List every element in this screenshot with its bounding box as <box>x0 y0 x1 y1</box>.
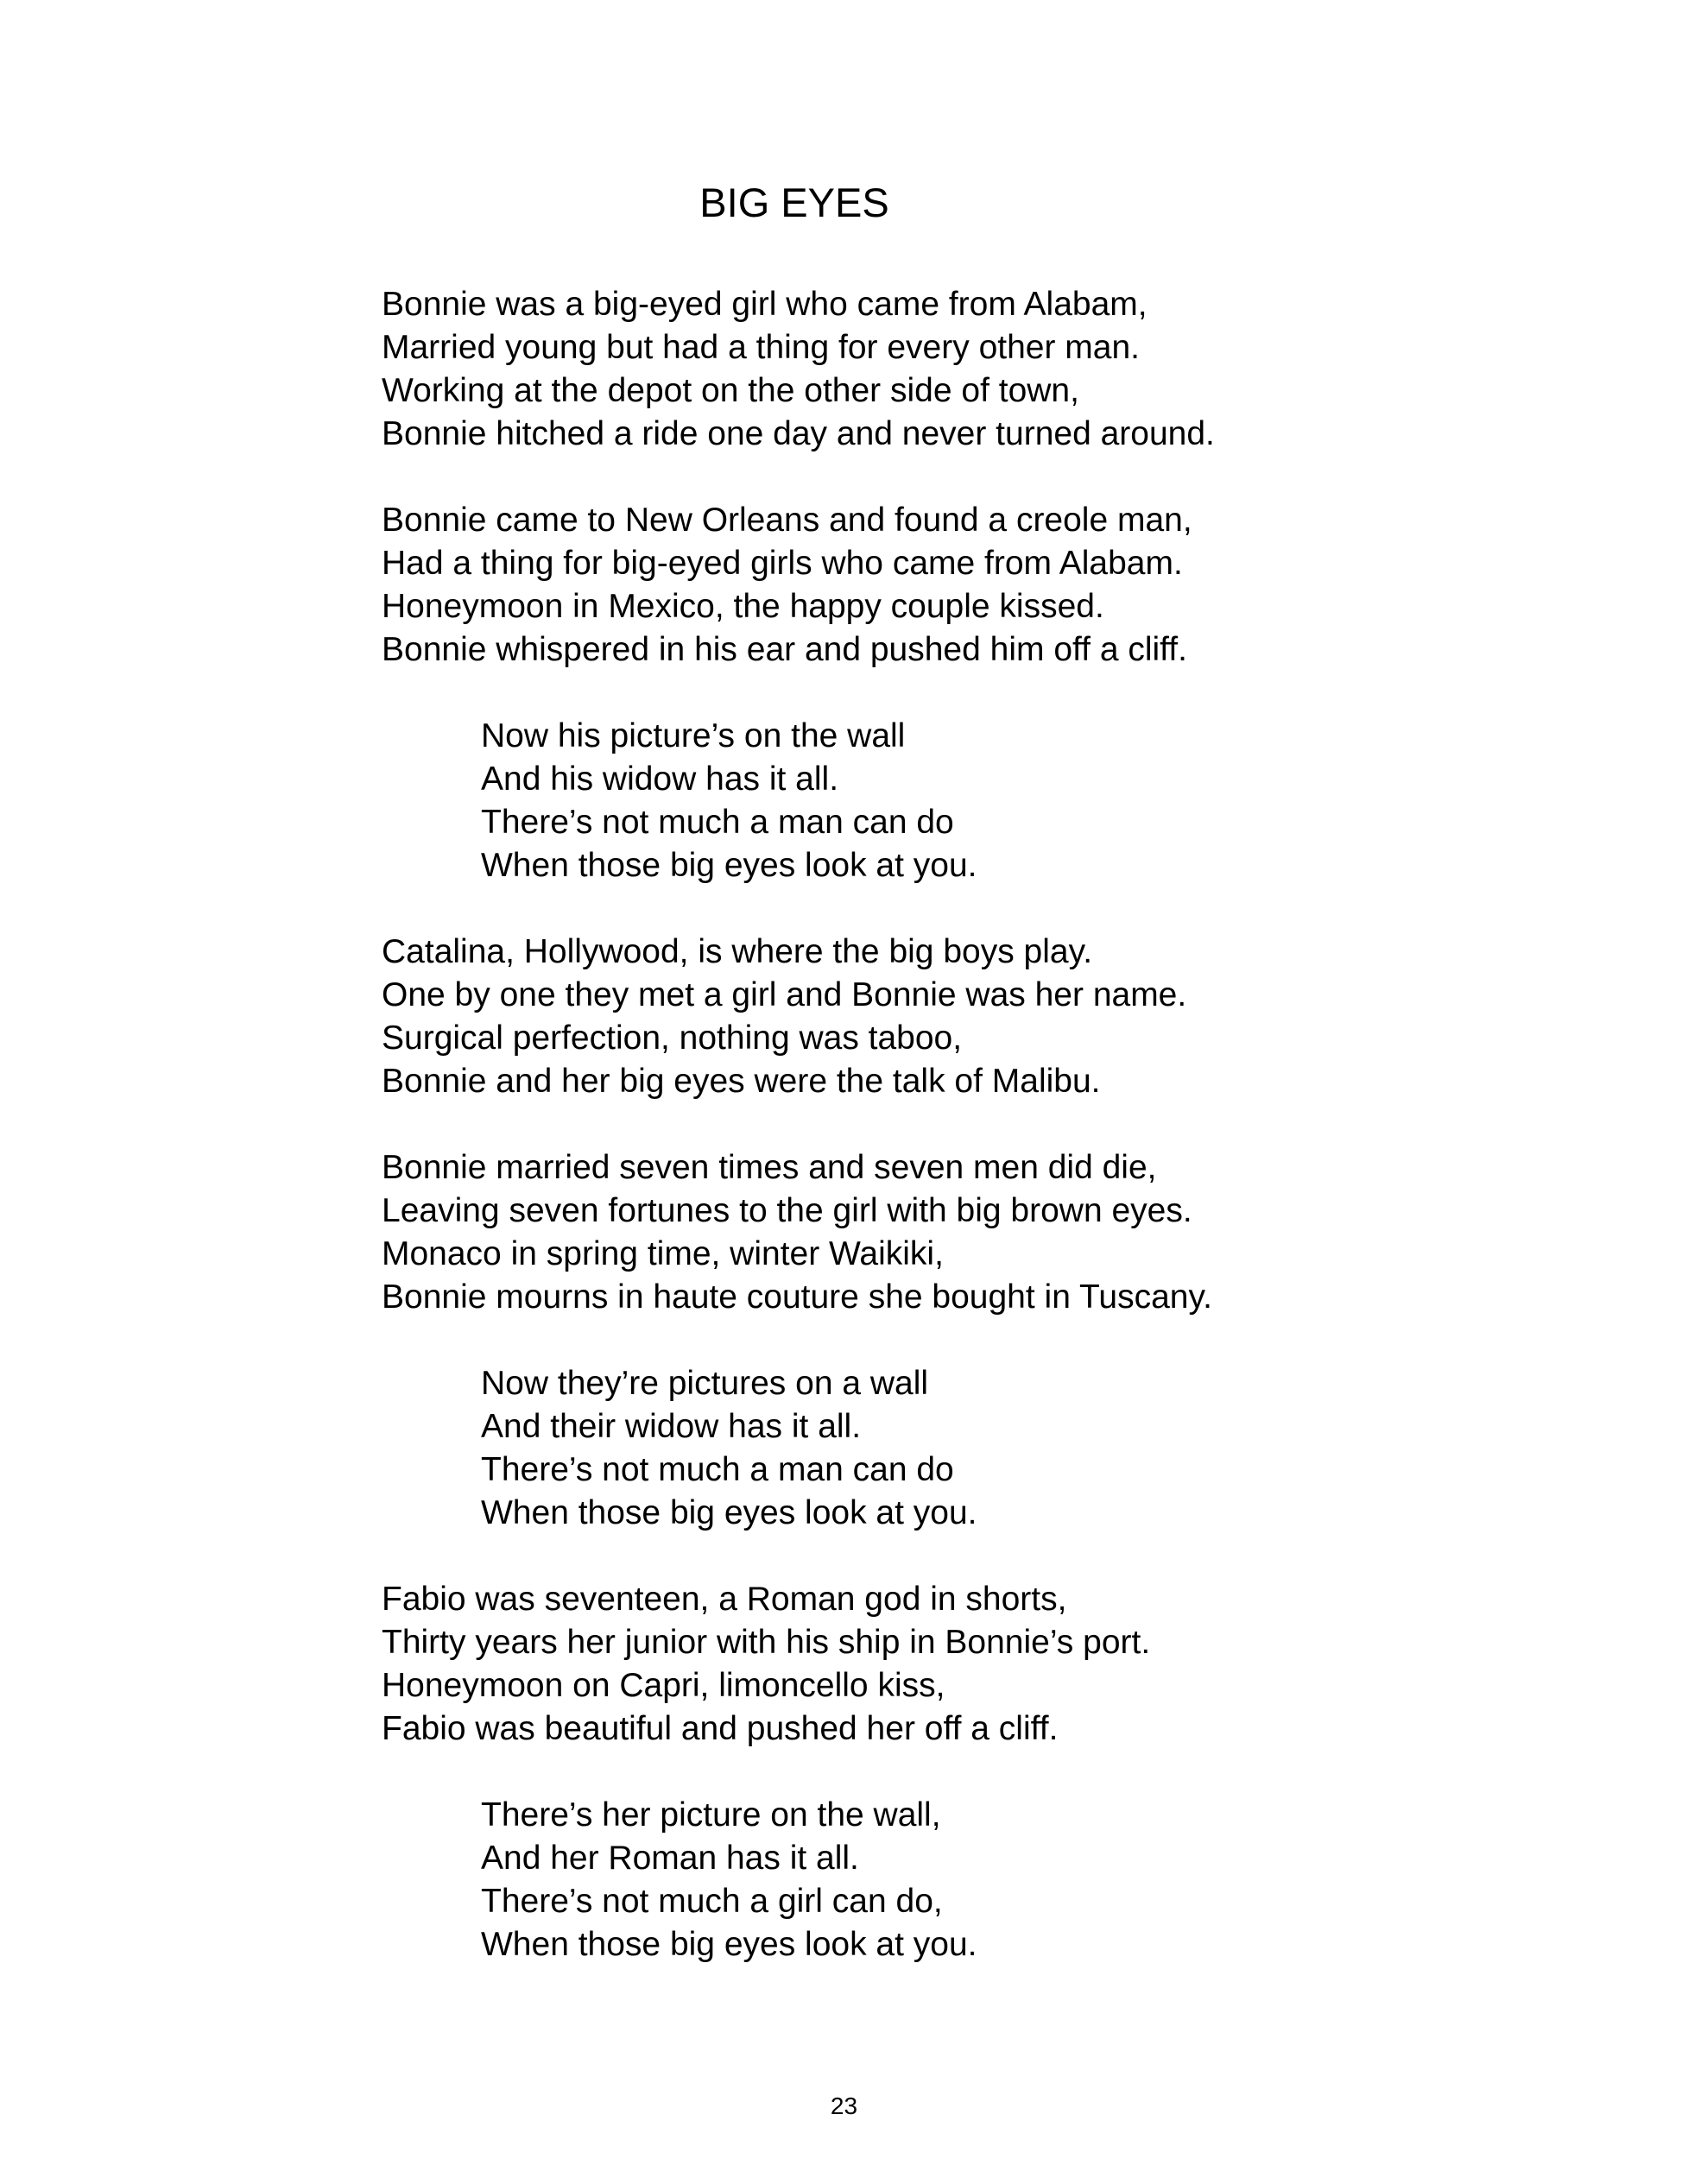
stanza-verse-1 <box>382 283 1418 456</box>
stanza-verse-4 <box>382 1146 1418 1319</box>
poem-line: Had a thing for big-eyed girls who came from Alabam. <box>382 545 1183 582</box>
poem-line: Fabio was seventeen, a Roman god in shorts, <box>382 1581 1067 1618</box>
poem-line: Honeymoon in Mexico, the happy couple kissed. <box>382 588 1104 625</box>
poem-line: Bonnie mourns in haute couture she bought in Tuscany. <box>382 1278 1212 1316</box>
poem-line: One by one they met a girl and Bonnie was her name. <box>382 976 1187 1013</box>
stanza-verse-2 <box>382 499 1418 672</box>
poem-line: Catalina, Hollywood, is where the big boys play. <box>382 933 1093 970</box>
stanza-chorus-3 <box>382 1794 1418 1966</box>
stanza-verse-5 <box>382 1578 1418 1751</box>
poem-line: And their widow has it all. <box>481 1408 862 1445</box>
poem-line: And his widow has it all. <box>481 761 839 798</box>
stanza-chorus-1 <box>382 715 1418 887</box>
poem-line: Bonnie married seven times and seven men did die, <box>382 1149 1157 1186</box>
stanza-verse-3 <box>382 931 1418 1103</box>
poem-line: Fabio was beautiful and pushed her off a cliff. <box>382 1710 1059 1747</box>
poem-line: Bonnie came to New Orleans and found a creole man, <box>382 502 1192 539</box>
stanza-chorus-2 <box>382 1362 1418 1535</box>
poem-line: There’s her picture on the wall, <box>481 1796 941 1834</box>
poem-line: Thirty years her junior with his ship in Bonnie’s port. <box>382 1624 1151 1661</box>
poem-line: Now they’re pictures on a wall <box>481 1365 929 1402</box>
poem-line: There’s not much a man can do <box>481 804 954 841</box>
poem-line: There’s not much a girl can do, <box>481 1883 943 1920</box>
poem-line: Bonnie was a big-eyed girl who came from Alabam, <box>382 286 1147 323</box>
poem-line: Married young but had a thing for every other man. <box>382 329 1140 366</box>
poem-line: Bonnie whispered in his ear and pushed him off a cliff. <box>382 631 1187 668</box>
poem-line: There’s not much a man can do <box>481 1451 954 1488</box>
poem-line: When those big eyes look at you. <box>481 1494 977 1531</box>
page-number: 23 <box>830 2092 858 2119</box>
poem-line: Bonnie hitched a ride one day and never turned around. <box>382 415 1215 452</box>
poem-line: Now his picture’s on the wall <box>481 717 906 754</box>
poem-line: And her Roman has it all. <box>481 1840 859 1877</box>
poem-line: Leaving seven fortunes to the girl with big brown eyes. <box>382 1192 1192 1229</box>
poem-body <box>382 283 1418 2010</box>
poem-line: Monaco in spring time, winter Waikiki, <box>382 1235 944 1272</box>
poem-line: Bonnie and her big eyes were the talk of Malibu. <box>382 1063 1101 1100</box>
poem-line: Honeymoon on Capri, limoncello kiss, <box>382 1667 945 1704</box>
poem-line: When those big eyes look at you. <box>481 847 977 884</box>
poem-line: When those big eyes look at you. <box>481 1926 977 1963</box>
poem-line: Working at the depot on the other side of town, <box>382 372 1079 409</box>
poem-line: Surgical perfection, nothing was taboo, <box>382 1019 963 1057</box>
page-title: BIG EYES <box>699 180 889 225</box>
